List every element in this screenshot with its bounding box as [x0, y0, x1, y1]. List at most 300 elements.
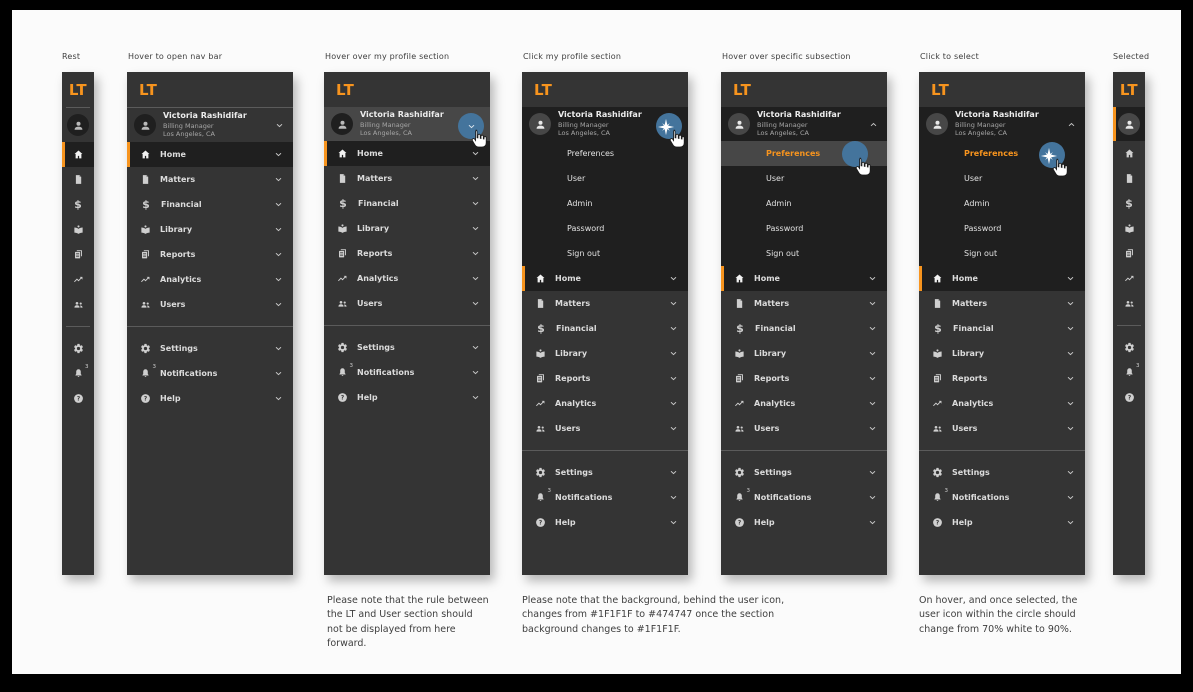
chevron-down-icon[interactable] [1066, 349, 1075, 358]
app-logo[interactable]: LT [139, 80, 158, 99]
profile-role: Billing Manager [955, 120, 1006, 129]
chevron-down-icon[interactable] [868, 493, 877, 502]
nav-item-label: Notifications [754, 493, 812, 502]
state-label-hover-profile: Hover over my profile section [325, 52, 450, 61]
footer-divider [522, 450, 688, 451]
analytics-icon [140, 274, 151, 285]
sidebar-hover-over-my-profile-section [324, 72, 490, 575]
chevron-down-icon[interactable] [1066, 518, 1075, 527]
chevron-down-icon[interactable] [471, 224, 480, 233]
nav-item-label: Users [952, 424, 978, 433]
home-icon [734, 273, 745, 284]
chevron-down-icon[interactable] [1066, 374, 1075, 383]
profile-menu-item-admin[interactable]: Admin [766, 199, 792, 208]
chevron-down-icon[interactable] [1066, 274, 1075, 283]
nav-item-financial[interactable] [919, 316, 1085, 341]
notification-badge: 3 [746, 488, 750, 494]
chevron-down-icon[interactable] [274, 344, 283, 353]
nav-item-reports[interactable] [324, 241, 490, 266]
profile-menu-item-password[interactable]: Password [567, 224, 605, 233]
user-avatar[interactable] [728, 113, 750, 135]
nav-item-label: Reports [555, 374, 591, 383]
nav-item-financial[interactable] [127, 192, 293, 217]
nav-item-help[interactable] [919, 510, 1085, 535]
reports-icon [932, 373, 943, 384]
document-icon [73, 174, 84, 185]
nav-item-users[interactable] [324, 291, 490, 316]
person-icon [931, 118, 944, 131]
sidebar-click-to-select [919, 72, 1085, 575]
chevron-down-icon[interactable] [868, 324, 877, 333]
chevron-down-icon[interactable] [274, 250, 283, 259]
nav-item-label: Home [357, 149, 383, 158]
state-label-rest: Rest [62, 52, 81, 61]
nav-item-settings[interactable] [324, 335, 490, 360]
nav-item-users[interactable] [522, 416, 688, 441]
chevron-down-icon[interactable] [1066, 299, 1075, 308]
chevron-down-icon[interactable] [471, 343, 480, 352]
nav-item-users[interactable] [919, 416, 1085, 441]
nav-item-reports[interactable] [62, 242, 94, 267]
chevron-down-icon[interactable] [669, 374, 678, 383]
nav-item-notifications[interactable] [1113, 360, 1145, 385]
profile-menu-item-sign-out[interactable]: Sign out [964, 249, 998, 258]
profile-section[interactable] [62, 108, 94, 142]
chevron-down-icon[interactable] [1066, 399, 1075, 408]
nav-item-matters[interactable] [522, 291, 688, 316]
nav-item-help[interactable] [324, 385, 490, 410]
nav-item-label: Matters [357, 174, 393, 183]
chevron-down-icon[interactable] [471, 274, 480, 283]
nav-item-help[interactable] [62, 386, 94, 411]
chevron-down-icon[interactable] [669, 518, 678, 527]
profile-location: Los Angeles, CA [955, 129, 1007, 138]
chevron-down-icon[interactable] [471, 199, 480, 208]
library-icon [140, 224, 151, 235]
chevron-down-icon[interactable] [868, 349, 877, 358]
chevron-down-icon[interactable] [669, 349, 678, 358]
nav-item-home[interactable] [127, 142, 293, 167]
nav-item-label: Financial [953, 324, 994, 333]
state-label-hover-subsection: Hover over specific subsection [722, 52, 851, 61]
help-icon [734, 517, 745, 528]
nav-item-analytics[interactable] [1113, 266, 1145, 291]
chevron-down-icon[interactable] [1066, 493, 1075, 502]
home-icon [73, 149, 84, 160]
nav-item-notifications[interactable] [919, 485, 1085, 510]
svg-text:?: ? [737, 520, 742, 527]
profile-menu-item-user[interactable]: User [567, 174, 586, 183]
nav-item-analytics[interactable] [522, 391, 688, 416]
nav-item-label: Analytics [160, 275, 202, 284]
nav-item-settings[interactable] [127, 336, 293, 361]
chevron-down-icon[interactable] [669, 493, 678, 502]
nav-item-matters[interactable] [127, 167, 293, 192]
sidebar-header [1113, 72, 1145, 107]
profile-menu-item-password[interactable]: Password [964, 224, 1002, 233]
chevron-down-icon[interactable] [275, 121, 284, 130]
app-logo[interactable]: LT [931, 80, 950, 99]
nav-item-label: Financial [556, 324, 597, 333]
nav-item-label: Matters [952, 299, 988, 308]
nav-item-label: Help [754, 518, 775, 527]
profile-menu-item-user[interactable]: User [964, 174, 983, 183]
person-icon [139, 119, 152, 132]
gear-icon [734, 467, 745, 478]
chevron-down-icon[interactable] [669, 468, 678, 477]
person-icon [534, 118, 547, 131]
gear-icon [73, 343, 84, 354]
nav-item-label: Home [952, 274, 978, 283]
nav-item-home[interactable] [721, 266, 887, 291]
chevron-down-icon[interactable] [669, 424, 678, 433]
profile-menu-item-preferences[interactable]: Preferences [721, 141, 887, 166]
profile-text [163, 111, 247, 138]
nav-item-reports[interactable] [919, 366, 1085, 391]
app-logo[interactable]: LT [1119, 80, 1139, 99]
nav-item-home[interactable] [62, 142, 94, 167]
home-icon [337, 148, 348, 159]
chevron-down-icon[interactable] [471, 249, 480, 258]
reports-icon [73, 249, 84, 260]
nav-item-label: Home [160, 150, 186, 159]
bell-icon [932, 488, 948, 503]
nav-item-matters[interactable] [324, 166, 490, 191]
users-icon [932, 423, 943, 434]
dollar-icon: $ [1125, 197, 1133, 210]
library-icon [535, 348, 546, 359]
profile-text [360, 110, 444, 137]
sidebar-hover-to-open-nav-bar [127, 72, 293, 575]
nav-item-help[interactable] [127, 386, 293, 411]
notification-badge: 3 [1136, 363, 1140, 369]
profile-role: Billing Manager [757, 120, 808, 129]
sidebar-header [127, 72, 293, 107]
sidebar-filler [721, 535, 887, 575]
nav-item-home[interactable] [324, 141, 490, 166]
nav-item-settings[interactable] [62, 336, 94, 361]
chevron-down-icon[interactable] [274, 225, 283, 234]
nav-item-users[interactable] [721, 416, 887, 441]
nav-item-label: Analytics [357, 274, 399, 283]
nav-item-label: Notifications [555, 493, 613, 502]
nav-item-label: Reports [160, 250, 196, 259]
sidebar-header [919, 72, 1085, 107]
profile-text [757, 110, 841, 137]
user-avatar[interactable] [67, 114, 89, 136]
chevron-down-icon[interactable] [669, 274, 678, 283]
help-icon [535, 517, 546, 528]
nav-item-label: Financial [161, 200, 202, 209]
reports-icon [1124, 248, 1135, 259]
profile-role: Billing Manager [360, 120, 411, 129]
app-logo[interactable]: LT [534, 80, 553, 99]
profile-section[interactable] [127, 108, 293, 142]
nav-item-notifications[interactable] [324, 360, 490, 385]
state-label-hover-open: Hover to open nav bar [128, 52, 223, 61]
nav-item-home[interactable] [522, 266, 688, 291]
nav-item-label: Notifications [357, 368, 415, 377]
nav-item-label: Analytics [555, 399, 597, 408]
user-avatar[interactable] [134, 114, 156, 136]
nav-item-reports[interactable] [1113, 241, 1145, 266]
nav-item-analytics[interactable] [919, 391, 1085, 416]
annotation-note-rule: Please note that the rule between the LT and User section should not be displayed from here forward. [327, 595, 489, 649]
sidebar-header [324, 72, 490, 107]
profile-menu-item-user[interactable]: User [766, 174, 785, 183]
bell-icon [73, 364, 89, 379]
profile-section[interactable] [721, 107, 887, 141]
nav-item-library[interactable] [1113, 216, 1145, 241]
chevron-down-icon[interactable] [868, 399, 877, 408]
sidebar-header [522, 72, 688, 107]
notification-badge: 3 [85, 364, 89, 370]
user-avatar[interactable] [529, 113, 551, 135]
profile-menu-item-preferences[interactable]: Preferences [964, 149, 1019, 158]
dollar-icon: $ [736, 322, 744, 335]
chevron-down-icon[interactable] [471, 299, 480, 308]
nav-item-library[interactable] [62, 217, 94, 242]
library-icon [734, 348, 745, 359]
app-logo[interactable]: LT [733, 80, 752, 99]
profile-name: Victoria Rashidifar [955, 110, 1039, 120]
nav-item-settings[interactable] [522, 460, 688, 485]
users-icon [535, 423, 546, 434]
nav-item-library[interactable] [522, 341, 688, 366]
chevron-down-icon[interactable] [669, 399, 678, 408]
nav-item-label: Help [952, 518, 973, 527]
nav-item-matters[interactable] [62, 167, 94, 192]
nav-item-matters[interactable] [721, 291, 887, 316]
hand-cursor-icon [851, 156, 874, 183]
nav-item-library[interactable] [919, 341, 1085, 366]
user-avatar[interactable] [926, 113, 948, 135]
nav-item-settings[interactable] [1113, 335, 1145, 360]
nav-item-label: Home [754, 274, 780, 283]
footer-divider [1117, 325, 1141, 326]
chevron-down-icon[interactable] [868, 299, 877, 308]
profile-location: Los Angeles, CA [558, 129, 610, 138]
nav-item-financial[interactable] [522, 316, 688, 341]
svg-text:?: ? [143, 396, 148, 403]
chevron-up-icon[interactable] [1067, 120, 1076, 129]
nav-item-home[interactable] [1113, 141, 1145, 166]
chevron-down-icon[interactable] [471, 368, 480, 377]
reports-icon [140, 249, 151, 260]
reports-icon [337, 248, 348, 259]
nav-item-matters[interactable] [919, 291, 1085, 316]
help-icon [140, 393, 151, 404]
chevron-down-icon[interactable] [274, 200, 283, 209]
profile-location: Los Angeles, CA [757, 129, 809, 138]
dollar-icon: $ [537, 322, 545, 335]
gear-icon [932, 467, 943, 478]
dollar-icon: $ [142, 198, 150, 211]
sidebar-filler [522, 535, 688, 575]
nav-item-users[interactable] [1113, 291, 1145, 316]
nav-item-help[interactable] [721, 510, 887, 535]
nav-item-users[interactable] [62, 292, 94, 317]
footer-divider [324, 325, 490, 326]
users-icon [734, 423, 745, 434]
document-icon [535, 298, 546, 309]
nav-item-analytics[interactable] [62, 267, 94, 292]
nav-item-label: Library [160, 225, 193, 234]
chevron-down-icon[interactable] [868, 518, 877, 527]
nav-item-label: Notifications [952, 493, 1010, 502]
nav-item-notifications[interactable] [62, 361, 94, 386]
nav-item-reports[interactable] [127, 242, 293, 267]
notification-badge: 3 [944, 488, 948, 494]
help-icon [337, 392, 348, 403]
nav-item-reports[interactable] [721, 366, 887, 391]
app-logo[interactable]: LT [68, 80, 88, 99]
person-icon [72, 119, 85, 132]
chevron-down-icon[interactable] [274, 300, 283, 309]
home-icon [932, 273, 943, 284]
sidebar-filler [919, 535, 1085, 575]
footer-divider [66, 326, 90, 327]
nav-item-notifications[interactable] [127, 361, 293, 386]
reports-icon [734, 373, 745, 384]
nav-item-users[interactable] [127, 292, 293, 317]
nav-item-label: Reports [357, 249, 393, 258]
nav-item-reports[interactable] [522, 366, 688, 391]
notification-badge: 3 [152, 364, 156, 370]
user-avatar[interactable] [1118, 113, 1140, 135]
nav-item-financial[interactable] [721, 316, 887, 341]
nav-item-financial[interactable] [1113, 191, 1145, 216]
chevron-down-icon[interactable] [1066, 424, 1075, 433]
nav-item-settings[interactable] [721, 460, 887, 485]
chevron-down-icon[interactable] [669, 299, 678, 308]
svg-text:?: ? [538, 520, 543, 527]
nav-item-notifications[interactable] [721, 485, 887, 510]
nav-item-label: Users [160, 300, 186, 309]
dollar-icon: $ [934, 322, 942, 335]
help-icon [73, 393, 84, 404]
profile-section[interactable] [919, 107, 1085, 141]
footer-divider [127, 326, 293, 327]
chevron-down-icon[interactable] [274, 394, 283, 403]
nav-item-library[interactable] [721, 341, 887, 366]
dollar-icon: $ [74, 198, 82, 211]
profile-section[interactable] [1113, 107, 1145, 141]
chevron-down-icon[interactable] [868, 424, 877, 433]
nav-item-analytics[interactable] [324, 266, 490, 291]
nav-item-label: Reports [952, 374, 988, 383]
nav-item-label: Library [952, 349, 985, 358]
document-icon [140, 174, 151, 185]
bell-icon [1124, 363, 1140, 378]
nav-item-library[interactable] [324, 216, 490, 241]
nav-item-home[interactable] [919, 266, 1085, 291]
nav-item-label: Help [357, 393, 378, 402]
chevron-down-icon[interactable] [868, 374, 877, 383]
profile-menu-item-sign-out[interactable]: Sign out [766, 249, 800, 258]
nav-item-label: Analytics [754, 399, 796, 408]
nav-item-analytics[interactable] [721, 391, 887, 416]
gear-icon [337, 342, 348, 353]
nav-item-label: Settings [754, 468, 792, 477]
nav-item-analytics[interactable] [127, 267, 293, 292]
profile-menu-item-password[interactable]: Password [766, 224, 804, 233]
nav-item-financial[interactable] [62, 192, 94, 217]
chevron-down-icon[interactable] [1066, 324, 1075, 333]
hand-cursor-icon [1048, 157, 1071, 184]
help-icon [1124, 392, 1135, 403]
nav-item-label: Users [555, 424, 581, 433]
sidebar-rest [62, 72, 94, 575]
nav-item-help[interactable] [522, 510, 688, 535]
nav-item-label: Settings [555, 468, 593, 477]
profile-text [558, 110, 642, 137]
chevron-down-icon[interactable] [471, 174, 480, 183]
home-icon [1124, 148, 1135, 159]
svg-text:?: ? [935, 520, 940, 527]
chevron-up-icon[interactable] [869, 120, 878, 129]
nav-item-settings[interactable] [919, 460, 1085, 485]
analytics-icon [337, 273, 348, 284]
hand-cursor-icon [467, 128, 490, 155]
sidebar-filler [324, 410, 490, 575]
bell-icon [140, 364, 156, 379]
profile-menu-item-admin[interactable]: Admin [964, 199, 990, 208]
state-label-selected: Selected [1113, 52, 1150, 61]
nav-item-label: Users [754, 424, 780, 433]
analytics-icon [734, 398, 745, 409]
chevron-down-icon[interactable] [868, 468, 877, 477]
chevron-down-icon[interactable] [274, 369, 283, 378]
library-icon [932, 348, 943, 359]
profile-role: Billing Manager [558, 120, 609, 129]
nav-item-library[interactable] [127, 217, 293, 242]
user-avatar[interactable] [331, 113, 353, 135]
profile-menu-item-preferences[interactable]: Preferences [567, 149, 615, 158]
nav-item-label: Financial [358, 199, 399, 208]
chevron-down-icon[interactable] [274, 175, 283, 184]
nav-item-notifications[interactable] [522, 485, 688, 510]
gear-icon [140, 343, 151, 354]
chevron-down-icon[interactable] [868, 274, 877, 283]
chevron-down-icon[interactable] [669, 324, 678, 333]
annotation-note-user-icon: On hover, and once selected, the user icon within the circle should change from 70% white to 90%. [919, 595, 1078, 635]
analytics-icon [73, 274, 84, 285]
nav-item-financial[interactable] [324, 191, 490, 216]
nav-item-matters[interactable] [1113, 166, 1145, 191]
users-icon [337, 298, 348, 309]
chevron-down-icon[interactable] [1066, 468, 1075, 477]
chevron-down-icon[interactable] [274, 150, 283, 159]
app-logo[interactable]: LT [336, 80, 355, 99]
sidebar-click-my-profile-section [522, 72, 688, 575]
nav-item-label: Home [555, 274, 581, 283]
document-icon [1124, 173, 1135, 184]
nav-item-help[interactable] [1113, 385, 1145, 410]
nav-item-label: Matters [555, 299, 591, 308]
chevron-down-icon[interactable] [471, 393, 480, 402]
sidebar-hover-over-specific-subsection [721, 72, 887, 575]
profile-menu-item-sign-out[interactable]: Sign out [567, 249, 601, 258]
sidebar-header [721, 72, 887, 107]
svg-text:?: ? [1127, 395, 1131, 402]
hand-cursor-icon [665, 128, 688, 155]
footer-divider [721, 450, 887, 451]
nav-item-label: Notifications [160, 369, 218, 378]
users-icon [73, 299, 84, 310]
profile-menu-item-admin[interactable]: Admin [567, 199, 593, 208]
chevron-down-icon[interactable] [274, 275, 283, 284]
